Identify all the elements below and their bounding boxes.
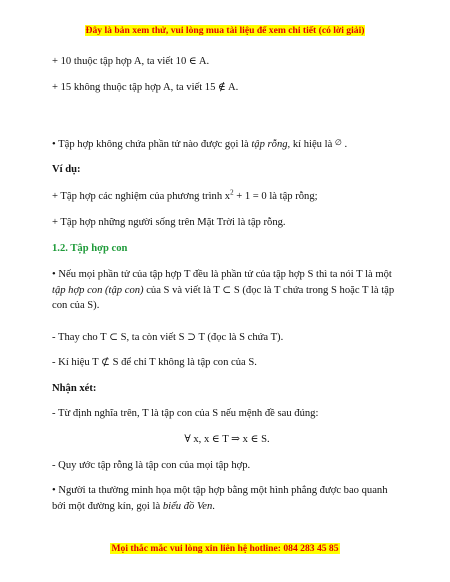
empty-set-definition [52,135,402,152]
example-1-superscript: 2 [230,188,234,197]
membership-example-1: + 10 thuộc tập hợp A, ta viết 10 ∈ A. [52,56,210,67]
hotline-footer-text: Mọi thắc mắc vui lòng xin liên hệ hotline: 084 283 45 85 [111,543,339,554]
empty-set-text-post: , kí hiệu là [287,139,335,150]
subset-def-term: tập hợp con (tập con) [52,284,144,296]
subset-definition [52,267,398,314]
remark-1: - Từ định nghĩa trên, T là tập con của S nếu mệnh đề sau đúng: [52,408,319,419]
empty-set-symbol: ∅ [334,138,342,147]
remark-2: - Quy ước tập rỗng là tập con của mọi tập hợp. [52,460,251,471]
remark-label: Nhận xét: [52,383,97,394]
subset-def-pre: • Nếu mọi phần tử của tập hợp T đều là phần tử của tập hợp S thì ta nói T là một [52,269,392,280]
empty-set-text-pre: • Tập hợp không chứa phần tử nào được gọi là [52,139,252,150]
example-1-pre: + Tập hợp các nghiệm của phương trình x [52,191,231,202]
membership-example-2: + 15 không thuộc tập hợp A, ta viết 15 ∉ A. [52,82,239,93]
example-label: Ví dụ: [52,164,81,175]
example-1 [52,189,402,204]
example-2: + Tập hợp những người sống trên Mặt Trời là tập rỗng. [52,217,286,228]
venn-note-post: . [212,500,215,512]
subset-formula: ∀ x, x ∈ T ⇒ x ∈ S. [184,434,270,445]
hotline-footer [0,538,450,556]
venn-term: biểu đồ Ven [162,500,213,512]
not-subset-notation: - Kí hiệu T ⊄ S để chỉ T không là tập con của S. [52,357,257,368]
example-1-post: + 1 = 0 là tập rỗng; [233,191,318,202]
preview-banner [0,20,450,38]
venn-note-pre: • Người ta thường minh họa một tập hợp bằng một hình phẳng được bao quanh bởi một đường kín, gọi là [52,485,388,512]
preview-banner-text: Đây là bản xem thử, vui lòng mua tài liệu để xem chi tiết (có lời giải) [85,25,365,36]
section-heading: 1.2. Tập hợp con [52,243,128,254]
subset-def-post: của S và viết là T ⊂ S (đọc là T chứa trong S hoặc T là tập con của S). [52,284,395,311]
venn-diagram-note [52,483,398,514]
empty-set-end: . [341,139,348,150]
empty-set-term: tập rỗng [251,139,288,150]
alternative-notation: - Thay cho T ⊂ S, ta còn viết S ⊃ T (đọc là S chứa T). [52,332,284,343]
